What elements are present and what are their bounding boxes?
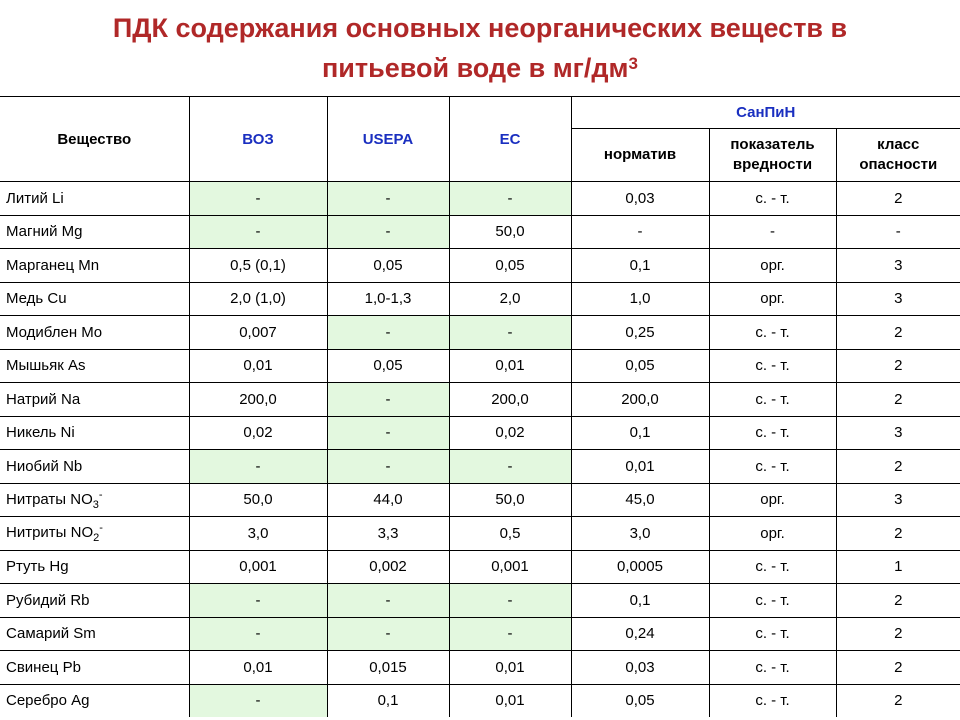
cell-substance bbox=[0, 215, 189, 249]
cell-usepa: - bbox=[327, 617, 449, 651]
cell-usepa: - bbox=[327, 215, 449, 249]
cell-ind: с. - т. bbox=[709, 550, 836, 584]
cell-who: 0,007 bbox=[189, 316, 327, 350]
substance-name: Натрий Na bbox=[6, 390, 81, 408]
cell-usepa: - bbox=[327, 584, 449, 618]
cell-cls: 2 bbox=[836, 584, 960, 618]
substance-name: Серебро Ag bbox=[6, 692, 90, 710]
cell-usepa: 44,0 bbox=[327, 483, 449, 517]
cell-ind: с. - т. bbox=[709, 684, 836, 717]
cell-cls: 3 bbox=[836, 282, 960, 316]
cell-ind: орг. bbox=[709, 249, 836, 283]
cell-who: 2,0 (1,0) bbox=[189, 282, 327, 316]
cell-norm: 0,05 bbox=[571, 349, 709, 383]
cell-ec: 50,0 bbox=[449, 215, 571, 249]
cell-who: 0,5 (0,1) bbox=[189, 249, 327, 283]
table-row bbox=[0, 684, 960, 717]
cell-cls: 2 bbox=[836, 651, 960, 685]
cell-norm: 0,03 bbox=[571, 182, 709, 216]
cell-norm: 0,01 bbox=[571, 450, 709, 484]
cell-who: 200,0 bbox=[189, 383, 327, 417]
cell-ec: - bbox=[449, 182, 571, 216]
header-who: ВОЗ bbox=[189, 97, 327, 182]
cell-cls: 3 bbox=[836, 483, 960, 517]
cell-usepa: - bbox=[327, 383, 449, 417]
page-title bbox=[0, 8, 960, 88]
cell-who: - bbox=[189, 215, 327, 249]
cell-ec: 2,0 bbox=[449, 282, 571, 316]
cell-cls: 2 bbox=[836, 684, 960, 717]
cell-cls: 1 bbox=[836, 550, 960, 584]
cell-who: - bbox=[189, 450, 327, 484]
cell-usepa: 0,1 bbox=[327, 684, 449, 717]
title-line-2 bbox=[0, 48, 960, 88]
cell-cls: 2 bbox=[836, 617, 960, 651]
cell-substance bbox=[0, 249, 189, 283]
cell-usepa: 0,002 bbox=[327, 550, 449, 584]
cell-substance bbox=[0, 416, 189, 450]
header-class bbox=[836, 129, 960, 182]
substance-name: Свинец Pb bbox=[6, 658, 81, 676]
cell-norm: 0,05 bbox=[571, 684, 709, 717]
cell-substance bbox=[0, 684, 189, 717]
cell-usepa: 0,015 bbox=[327, 651, 449, 685]
cell-usepa: - bbox=[327, 450, 449, 484]
cell-usepa: 3,3 bbox=[327, 517, 449, 551]
header-sanpin: СанПиН bbox=[571, 97, 960, 129]
cell-who: 0,01 bbox=[189, 349, 327, 383]
table-row bbox=[0, 550, 960, 584]
cell-who: - bbox=[189, 684, 327, 717]
cell-substance bbox=[0, 450, 189, 484]
cell-cls: 3 bbox=[836, 249, 960, 283]
cell-usepa: 0,05 bbox=[327, 249, 449, 283]
table-row bbox=[0, 182, 960, 216]
cell-norm: 0,03 bbox=[571, 651, 709, 685]
header-indicator bbox=[709, 129, 836, 182]
header-usepa: USEPA bbox=[327, 97, 449, 182]
cell-substance bbox=[0, 383, 189, 417]
table-row bbox=[0, 651, 960, 685]
cell-norm: 0,1 bbox=[571, 416, 709, 450]
table-row bbox=[0, 416, 960, 450]
cell-ec: 0,05 bbox=[449, 249, 571, 283]
table-row bbox=[0, 517, 960, 551]
cell-norm: 0,25 bbox=[571, 316, 709, 350]
cell-ind: с. - т. bbox=[709, 182, 836, 216]
cell-usepa: - bbox=[327, 316, 449, 350]
cell-cls: 2 bbox=[836, 383, 960, 417]
header-indicator-l2: вредности bbox=[732, 156, 813, 173]
table-row bbox=[0, 617, 960, 651]
header-norm: норматив bbox=[571, 129, 709, 182]
table-row bbox=[0, 483, 960, 517]
cell-ind: орг. bbox=[709, 282, 836, 316]
substance-name: Нитраты NO bbox=[6, 490, 93, 508]
cell-usepa: - bbox=[327, 182, 449, 216]
substance-name: Нитриты NO bbox=[6, 524, 94, 542]
substance-name: Медь Cu bbox=[6, 290, 67, 308]
cell-usepa: 0,05 bbox=[327, 349, 449, 383]
cell-ind: орг. bbox=[709, 517, 836, 551]
cell-who: - bbox=[189, 584, 327, 618]
header-ec: ЕС bbox=[449, 97, 571, 182]
cell-cls: 2 bbox=[836, 182, 960, 216]
cell-ec: 0,5 bbox=[449, 517, 571, 551]
header-substance: Вещество bbox=[0, 97, 189, 182]
formula-superscript: - bbox=[98, 488, 103, 501]
cell-ind: с. - т. bbox=[709, 416, 836, 450]
cell-cls: - bbox=[836, 215, 960, 249]
cell-who: 0,01 bbox=[189, 651, 327, 685]
cell-ind: с. - т. bbox=[709, 349, 836, 383]
cell-substance bbox=[0, 316, 189, 350]
table-row bbox=[0, 584, 960, 618]
cell-ind: с. - т. bbox=[709, 316, 836, 350]
substance-name: Магний Mg bbox=[6, 223, 83, 241]
table-row bbox=[0, 249, 960, 283]
substance-name: Мышьяк As bbox=[6, 357, 86, 375]
cell-cls: 2 bbox=[836, 450, 960, 484]
cell-ind: с. - т. bbox=[709, 651, 836, 685]
cell-norm: 45,0 bbox=[571, 483, 709, 517]
cell-norm: 0,1 bbox=[571, 584, 709, 618]
header-class-l1: класс bbox=[877, 136, 920, 153]
table-row bbox=[0, 316, 960, 350]
table-row bbox=[0, 450, 960, 484]
cell-substance bbox=[0, 617, 189, 651]
cell-substance bbox=[0, 483, 189, 517]
cell-norm: 0,1 bbox=[571, 249, 709, 283]
table-row bbox=[0, 215, 960, 249]
cell-substance bbox=[0, 182, 189, 216]
cell-ec: 0,001 bbox=[449, 550, 571, 584]
formula-superscript: - bbox=[99, 522, 103, 535]
cell-ec: 50,0 bbox=[449, 483, 571, 517]
cell-norm: 0,24 bbox=[571, 617, 709, 651]
cell-usepa: 1,0-1,3 bbox=[327, 282, 449, 316]
cell-who: - bbox=[189, 182, 327, 216]
title-superscript: 3 bbox=[628, 54, 638, 73]
header-class-l2: опасности bbox=[859, 156, 938, 173]
cell-who: - bbox=[189, 617, 327, 651]
title-line-2-text: питьевой воде в мг/дм bbox=[321, 53, 629, 83]
cell-ec: - bbox=[449, 450, 571, 484]
cell-norm: 0,0005 bbox=[571, 550, 709, 584]
cell-substance bbox=[0, 550, 189, 584]
cell-ec: - bbox=[449, 617, 571, 651]
cell-who: 3,0 bbox=[189, 517, 327, 551]
cell-ind: орг. bbox=[709, 483, 836, 517]
cell-cls: 2 bbox=[836, 316, 960, 350]
cell-ec: 0,02 bbox=[449, 416, 571, 450]
cell-ind: с. - т. bbox=[709, 617, 836, 651]
cell-ec: - bbox=[449, 316, 571, 350]
cell-substance bbox=[0, 517, 189, 551]
substance-name: Ниобий Nb bbox=[6, 457, 83, 475]
cell-cls: 2 bbox=[836, 517, 960, 551]
substance-name: Литий Li bbox=[6, 189, 64, 207]
cell-cls: 2 bbox=[836, 349, 960, 383]
cell-ind: с. - т. bbox=[709, 450, 836, 484]
cell-ind: с. - т. bbox=[709, 383, 836, 417]
table-row bbox=[0, 349, 960, 383]
header-indicator-l1: показатель bbox=[730, 136, 815, 153]
cell-who: 0,02 bbox=[189, 416, 327, 450]
cell-ec: 0,01 bbox=[449, 651, 571, 685]
formula-subscript: 3 bbox=[92, 498, 99, 511]
substance-name: Рубидий Rb bbox=[6, 591, 90, 609]
cell-who: 50,0 bbox=[189, 483, 327, 517]
cell-norm: 3,0 bbox=[571, 517, 709, 551]
cell-norm: 1,0 bbox=[571, 282, 709, 316]
cell-substance bbox=[0, 282, 189, 316]
substance-name: Самарий Sm bbox=[6, 625, 96, 643]
cell-substance bbox=[0, 651, 189, 685]
cell-ec: 0,01 bbox=[449, 684, 571, 717]
table-row bbox=[0, 383, 960, 417]
cell-substance bbox=[0, 349, 189, 383]
cell-ec: - bbox=[449, 584, 571, 618]
cell-cls: 3 bbox=[836, 416, 960, 450]
cell-ec: 0,01 bbox=[449, 349, 571, 383]
cell-norm: 200,0 bbox=[571, 383, 709, 417]
cell-norm: - bbox=[571, 215, 709, 249]
cell-ind: с. - т. bbox=[709, 584, 836, 618]
substance-name: Никель Ni bbox=[6, 424, 75, 442]
substance-name: Модиблен Mo bbox=[6, 323, 103, 341]
cell-ec: 200,0 bbox=[449, 383, 571, 417]
substance-name: Марганец Mn bbox=[6, 256, 100, 274]
substance-name: Ртуть Hg bbox=[6, 558, 69, 576]
cell-substance bbox=[0, 584, 189, 618]
formula-subscript: 2 bbox=[93, 532, 100, 545]
title-line-1: ПДК содержания основных неорганических веществ в bbox=[112, 13, 848, 43]
cell-usepa: - bbox=[327, 416, 449, 450]
cell-ind: - bbox=[709, 215, 836, 249]
table-row bbox=[0, 282, 960, 316]
mpc-table bbox=[0, 96, 960, 717]
cell-who: 0,001 bbox=[189, 550, 327, 584]
